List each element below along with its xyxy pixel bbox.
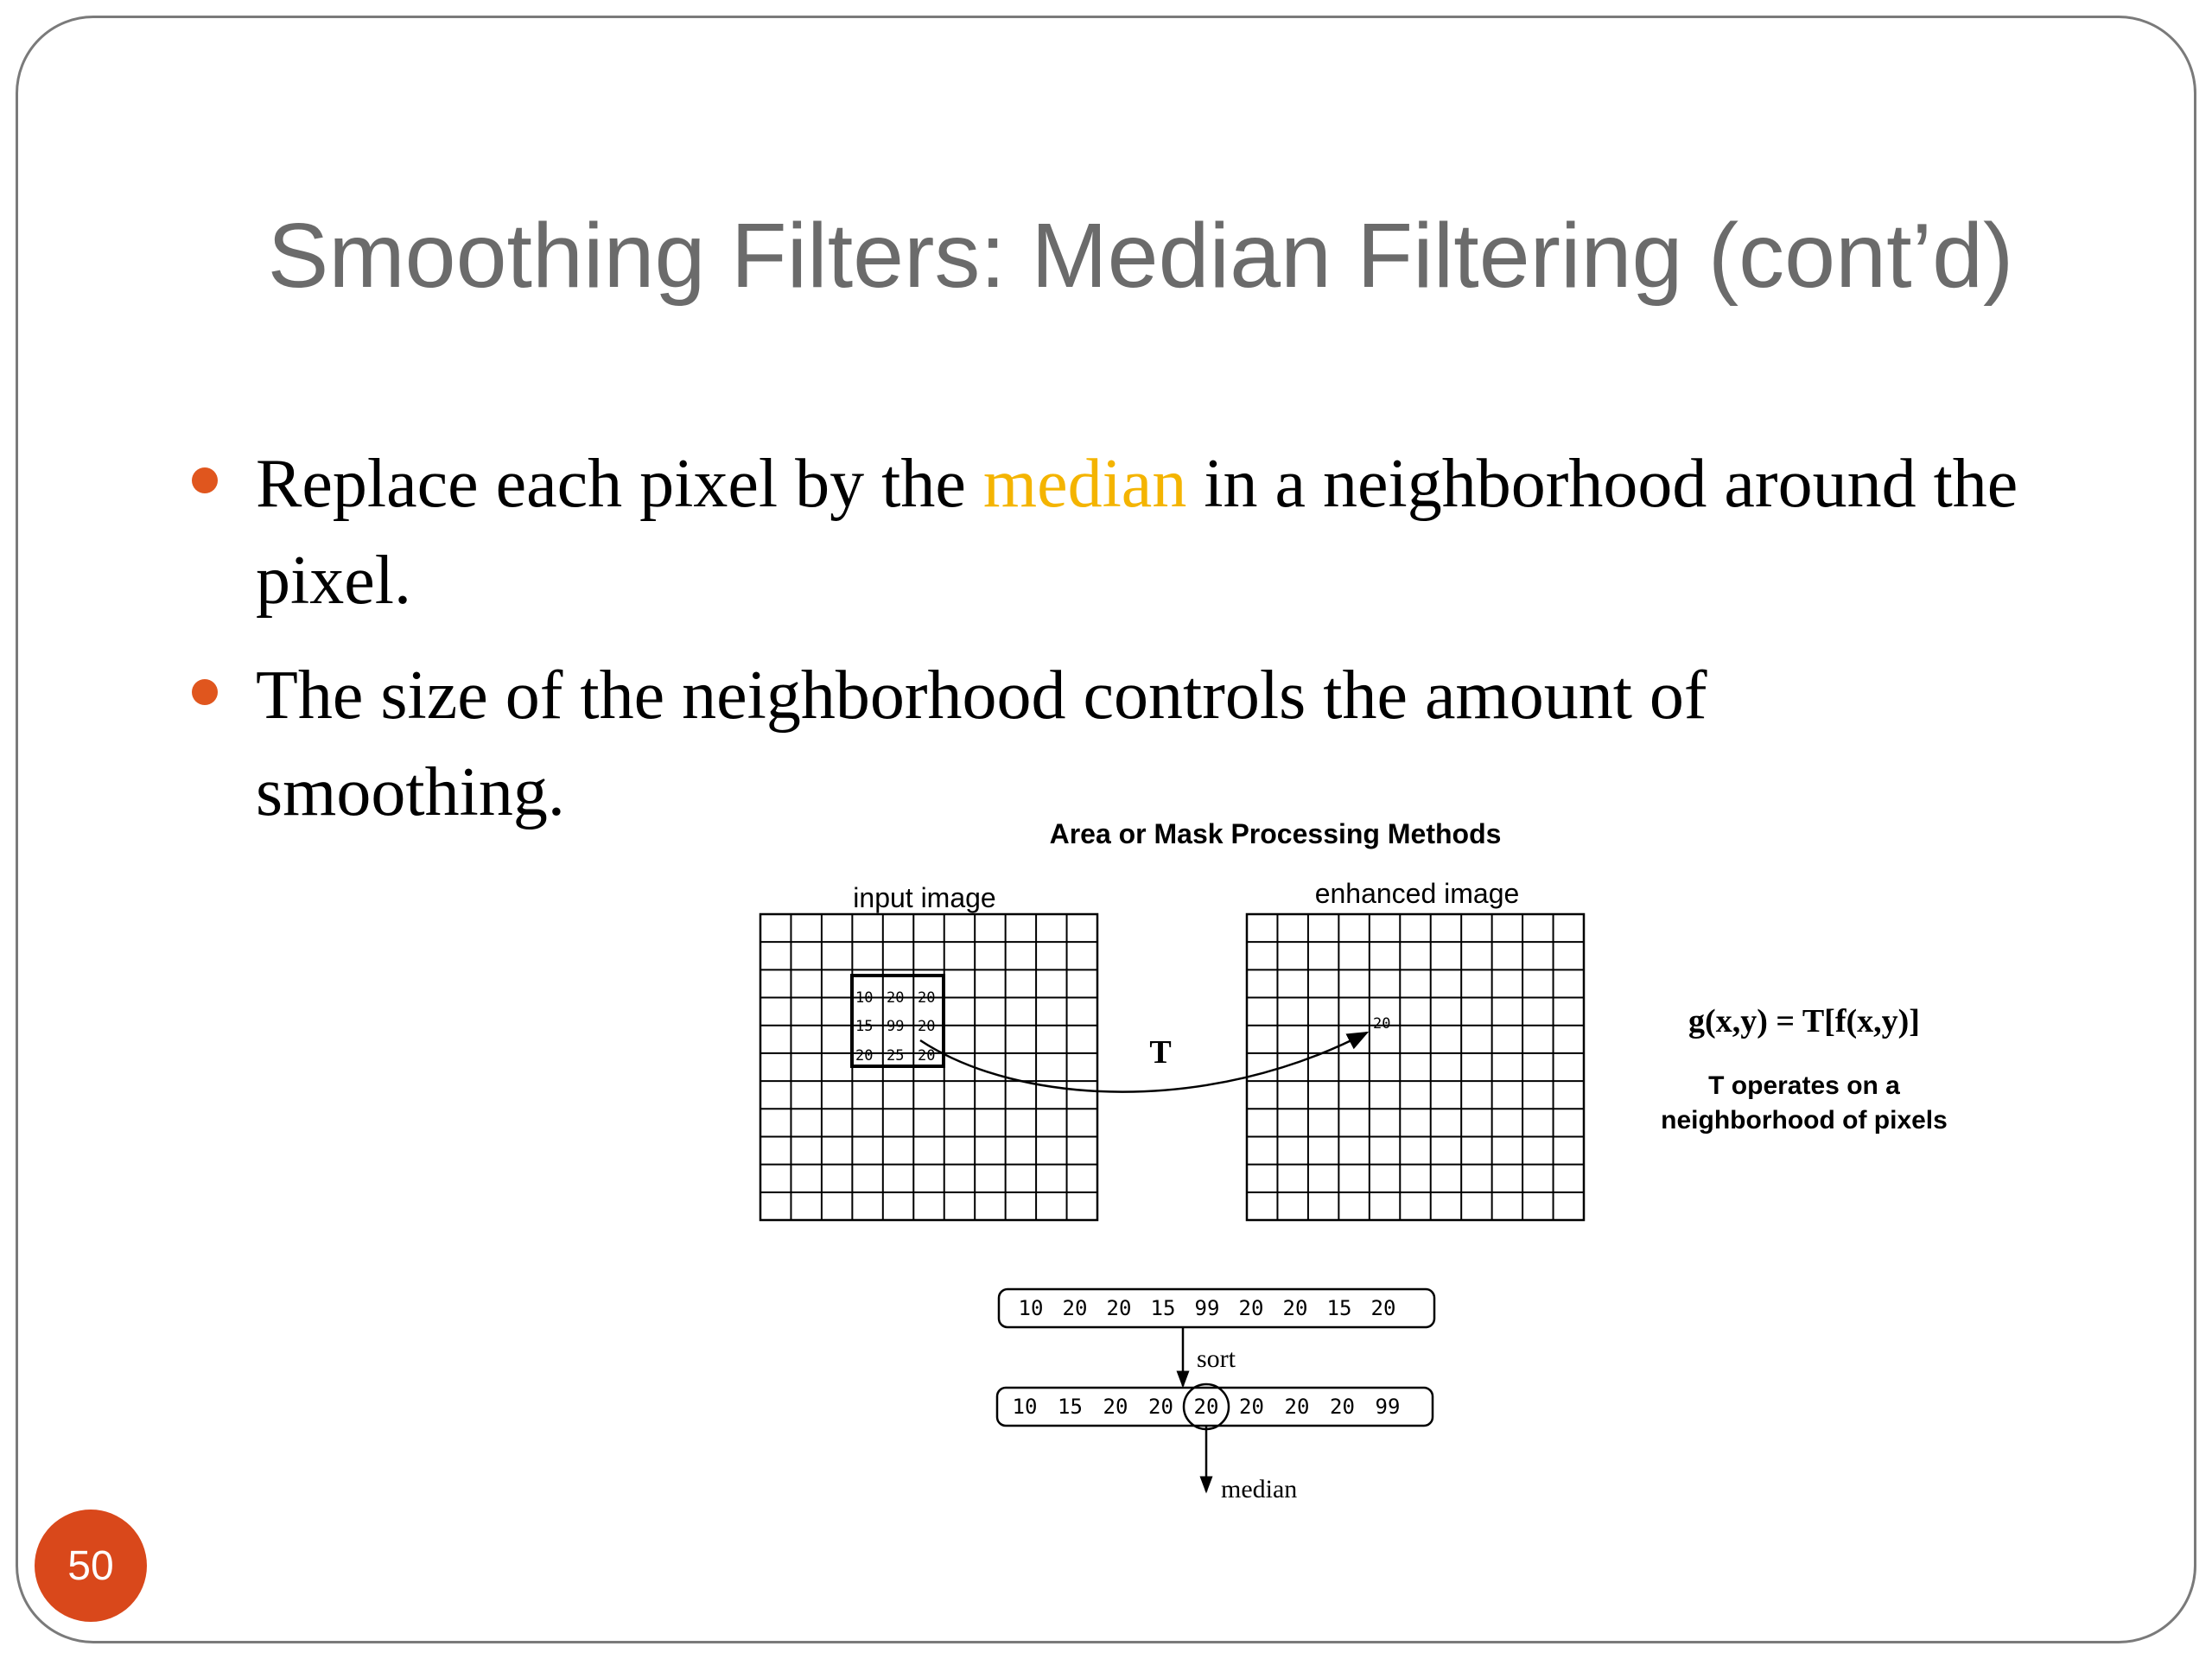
unsorted-value: 15 bbox=[1326, 1296, 1352, 1320]
unsorted-values bbox=[1019, 1296, 1396, 1320]
sorted-value: 99 bbox=[1375, 1395, 1401, 1419]
transform-arrow bbox=[920, 1033, 1367, 1092]
bullet-1-text-before: Replace each pixel by the bbox=[256, 446, 983, 522]
unsorted-value: 10 bbox=[1018, 1296, 1044, 1320]
unsorted-value: 20 bbox=[1282, 1296, 1308, 1320]
neighborhood-value: 10 bbox=[855, 989, 874, 1007]
unsorted-value: 20 bbox=[1106, 1296, 1132, 1320]
unsorted-value: 20 bbox=[1062, 1296, 1088, 1320]
slide-title: Smoothing Filters: Median Filtering (cont’d) bbox=[267, 205, 2014, 307]
sorted-value: 20 bbox=[1284, 1395, 1310, 1419]
output-pixel-value: 20 bbox=[1373, 1015, 1391, 1033]
neighborhood-value: 20 bbox=[918, 989, 936, 1007]
neighborhood-value: 25 bbox=[887, 1047, 905, 1065]
neighborhood-value: 20 bbox=[887, 989, 905, 1007]
bullet-1-text-after: in a neighborhood around the pixel. bbox=[256, 446, 2018, 619]
output-grid-border bbox=[1247, 914, 1584, 1220]
enhanced-image-grid bbox=[1247, 914, 1584, 1220]
input-image-label: input image bbox=[853, 882, 996, 913]
neighborhood-value: 20 bbox=[855, 1047, 874, 1065]
neighborhood-value: 15 bbox=[855, 1018, 874, 1035]
bullet-2-text: The size of the neighborhood controls the amount of smoothing. bbox=[256, 658, 1707, 830]
operator-label: T bbox=[1149, 1034, 1172, 1071]
unsorted-value: 99 bbox=[1194, 1296, 1220, 1320]
sorted-value: 20 bbox=[1148, 1395, 1173, 1419]
median-label: median bbox=[1221, 1475, 1298, 1503]
page-number-badge: 50 bbox=[35, 1510, 147, 1622]
sorted-value: 10 bbox=[1012, 1395, 1038, 1419]
sorted-value: 15 bbox=[1058, 1395, 1083, 1419]
note-line-2: neighborhood of pixels bbox=[1661, 1106, 1948, 1135]
equation: g(x,y) = T[f(x,y)] bbox=[1688, 1003, 1920, 1039]
sorted-value: 20 bbox=[1103, 1395, 1128, 1419]
neighborhood-value: 20 bbox=[918, 1018, 936, 1035]
figure-heading: Area or Mask Processing Methods bbox=[1049, 818, 1502, 849]
sorted-value: 20 bbox=[1239, 1395, 1264, 1419]
unsorted-value: 20 bbox=[1238, 1296, 1264, 1320]
neighborhood-value: 20 bbox=[918, 1047, 936, 1065]
sorted-values bbox=[1013, 1395, 1401, 1419]
unsorted-value: 20 bbox=[1370, 1296, 1396, 1320]
enhanced-image-label: enhanced image bbox=[1314, 878, 1520, 909]
bullet-1-highlight: median bbox=[982, 446, 1187, 522]
unsorted-value: 15 bbox=[1150, 1296, 1176, 1320]
sorted-value: 20 bbox=[1193, 1395, 1219, 1419]
sorted-value: 20 bbox=[1330, 1395, 1355, 1419]
sort-label: sort bbox=[1197, 1344, 1236, 1373]
neighborhood-value: 99 bbox=[887, 1018, 905, 1035]
note-line-1: T operates on a bbox=[1708, 1071, 1900, 1100]
neighborhood-values bbox=[855, 989, 935, 1065]
